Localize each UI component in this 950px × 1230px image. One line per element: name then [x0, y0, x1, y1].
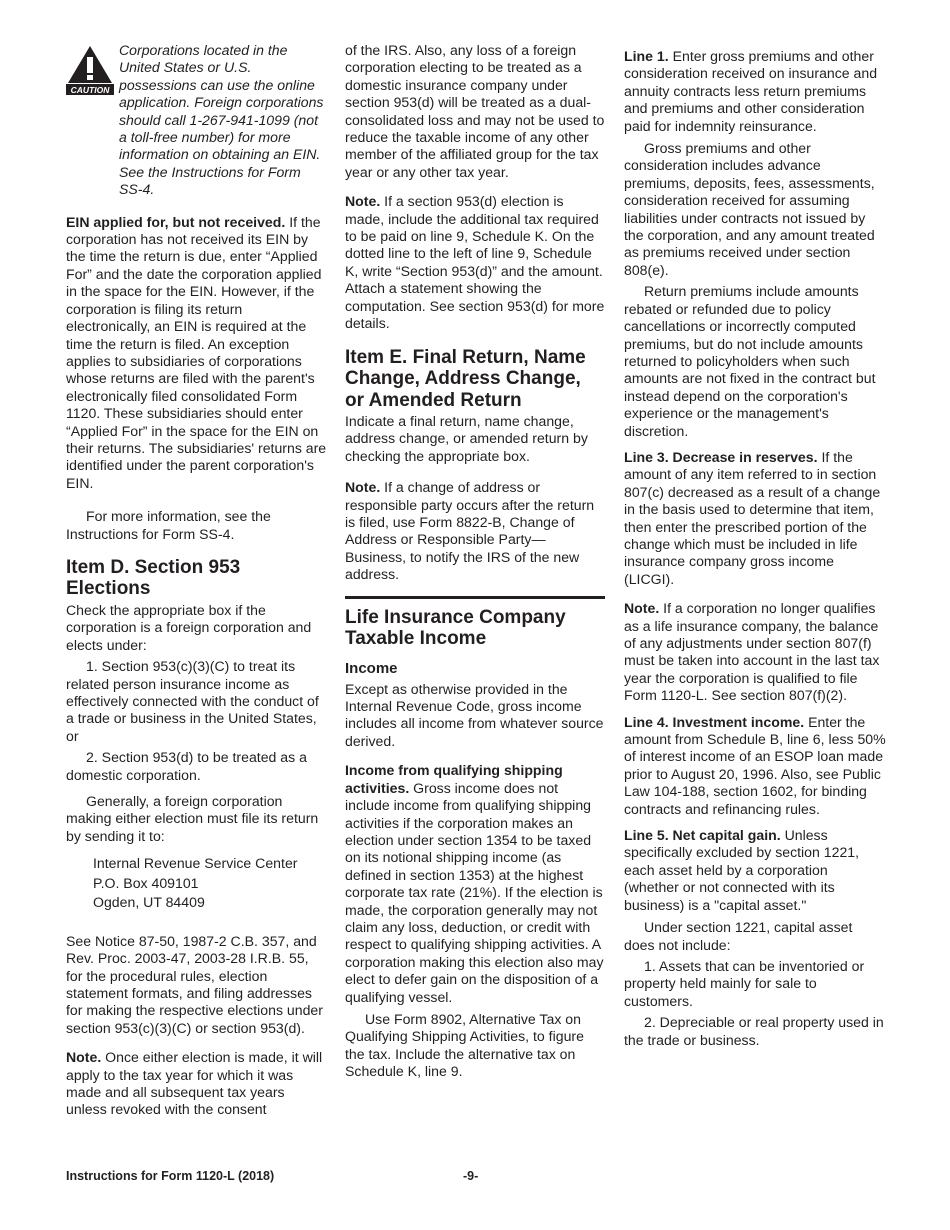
- line5-label: Line 5. Net capital gain.: [624, 827, 781, 844]
- item-e-title: Item E. Final Return, Name Change, Address Change, or Amended Return: [345, 346, 586, 411]
- income-text: Except as otherwise provided in the Internal Revenue Code, gross income includes all income from whatever source derived.: [345, 680, 604, 749]
- generally-text: Generally, a foreign corporation making either election must file its return by sending it to:: [66, 793, 319, 844]
- line4-paragraph: [624, 714, 886, 818]
- capital-item-2: 2. Depreciable or real property used in the trade or business.: [624, 1014, 884, 1048]
- note-953d: [345, 193, 605, 332]
- caution-text: Corporations located in the United States or U.S. possessions can use the online application. Foreign corporations should call 1-267-941-1099 (not a toll-free number) for more information on obtaining an EIN. See the Instructions for Form SS-4.: [119, 42, 324, 198]
- note-807f: [624, 600, 886, 704]
- line5-paragraph: [624, 827, 886, 914]
- line1-text: Enter gross premiums and other consideration received on insurance and annuity contracts less return premiums and premiums and other consideration paid for indemnity reinsurance.: [624, 48, 878, 134]
- note-label: Note.: [66, 1049, 102, 1066]
- more-info: For more information, see the Instructions for Form SS-4.: [66, 508, 271, 542]
- column-2: [345, 42, 605, 1090]
- footer-title: Instructions for Form 1120-L (2018): [66, 1169, 275, 1183]
- line5-text: Unless specifically excluded by section 1221, each asset held by a corporation (whether or not connected with its business) is a "capital asset.": [624, 827, 860, 913]
- page-number: -9-: [463, 1169, 479, 1183]
- note-address-change: [345, 479, 605, 583]
- see-notice: See Notice 87-50, 1987-2 C.B. 357, and Rev. Proc. 2003-47, 2003-28 I.R.B. 55, for the procedural rules, election statement formats, and filing addresses for making the respective elections under section 953(c)(3)(C) or section 953(d).: [66, 932, 323, 1036]
- caution-note: [66, 42, 328, 199]
- section-title: Life Insurance Company Taxable Income: [345, 606, 566, 650]
- under-1221: Under section 1221, capital asset does not include:: [624, 919, 853, 953]
- note-address-label: Note.: [345, 479, 381, 496]
- continued-text: of the IRS. Also, any loss of a foreign corporation electing to be treated as a domestic insurance company under section 953(d) will be treated as a dual-consolidated loss and may not be used to reduce the taxable income of any other member of the affiliated group for the tax year or any other tax year.: [345, 42, 605, 180]
- ein-text: If the corporation has not received its EIN by the time the return is due, enter “Applied For” and the date the corporation applied in the space for the EIN. However, if the corporation is filing its return electronically, an EIN is required at the time the return is filed. An exception applies to subsidiaries of corporations whose returns are filed with the parent's electronically filed consolidated Form 1120. These subsidiaries should enter “Applied For” in the space for the EIN on their returns. The subsidiaries' returns are identified under the parent corporation's EIN.: [66, 213, 327, 491]
- line4-label: Line 4. Investment income.: [624, 713, 805, 730]
- ein-paragraph: [66, 214, 328, 493]
- form8902-text: Use Form 8902, Alternative Tax on Qualifying Shipping Activities, to figure the tax. Include the alternative tax on Schedule K, line 9.: [345, 1010, 584, 1080]
- item-d-title: Item D. Section 953 Elections: [66, 556, 241, 600]
- note-election: [66, 1049, 328, 1119]
- address-line-3: Ogden, UT 84409: [93, 894, 205, 911]
- note-807f-label: Note.: [624, 600, 660, 617]
- line4-text: Enter the amount from Schedule B, line 6, less 50% of interest income of an ESOP loan made prior to August 20, 1996. Also, see Public Law 104-188, section 1602, for binding contracts and refinancing rules.: [624, 713, 886, 817]
- address-line-2: P.O. Box 409101: [93, 874, 199, 891]
- note-text: Once either election is made, it will apply to the tax year for which it was made and all subsequent tax years unless revoked with the consent: [66, 1049, 323, 1118]
- ein-heading: EIN applied for, but not received.: [66, 213, 286, 230]
- item-e-text: Indicate a final return, name change, address change, or amended return by checking the appropriate box.: [345, 413, 588, 464]
- gross-premiums: Gross premiums and other consideration includes advance premiums, deposits, fees, assessments, consideration received for assuming liabilities under contracts not issued by the corporation, and any amount treated as premiums received under section 808(e).: [624, 140, 875, 278]
- note-807f-text: If a corporation no longer qualifies as a life insurance company, the balance of any adjustments under section 807(f) must be taken into account in the last tax year the corporation is qualified to file Form 1120-L. See section 807(f)(2).: [624, 600, 880, 704]
- section-divider: [345, 596, 605, 599]
- item-d-intro: Check the appropriate box if the corporation is a foreign corporation and elects under:: [66, 601, 312, 653]
- column-3: [624, 48, 886, 1053]
- shipping-text: Gross income does not include income from qualifying shipping activities if the corporation makes an election under section 1354 to be taxed on its notional shipping income (as defined in section 1353) at the highest corporate tax rate (21%). If the election is made, the corporation generally may not claim any loss, deduction, or credit with respect to qualifying shipping activities. A corporation making this election also may elect to defer gain on the disposition of a qualifying vessel.: [345, 779, 604, 1005]
- income-heading: Income: [345, 659, 398, 677]
- caution-icon-label: CAUTION: [70, 85, 110, 95]
- line3-paragraph: [624, 449, 886, 588]
- line3-text: If the amount of any item referred to in section 807(c) decreased as a result of a change in the basis used to determine that item, then enter the prescribed portion of the change which must be included in life insurance company gross income (LICGI).: [624, 448, 881, 587]
- caution-icon: [66, 45, 114, 95]
- return-premiums: Return premiums include amounts rebated or refunded due to policy cancellations or incorrectly computed premiums, but do not include amounts returned to policyholders when such amounts are not fixed in the contract but instead depend on the corporation's experience or the management's discretion.: [624, 283, 876, 439]
- note-953d-text: If a section 953(d) election is made, include the additional tax required to be paid on line 9, Schedule K. On the dotted line to the left of line 9, Schedule K, write “Section 953(d)” and the amount. Attach a statement showing the computation. See section 953(d) for more details.: [345, 193, 605, 332]
- line1-label: Line 1.: [624, 48, 669, 64]
- mailing-address: [66, 854, 328, 913]
- note-address-text: If a change of address or responsible party occurs after the return is filed, use Form 8822-B, Change of Address or Responsible Party—Business, to notify the IRS of the new address.: [345, 479, 595, 583]
- shipping-paragraph: [345, 762, 605, 1006]
- capital-item-1: 1. Assets that can be inventoried or property held mainly for sale to customers.: [624, 957, 865, 1009]
- line3-label: Line 3. Decrease in reserves.: [624, 448, 818, 465]
- column-1: [66, 42, 328, 1128]
- note-953d-label: Note.: [345, 193, 381, 210]
- item-d-2: 2. Section 953(d) to be treated as a domestic corporation.: [66, 749, 307, 783]
- line1-paragraph: [624, 48, 886, 135]
- address-line-1: Internal Revenue Service Center: [93, 855, 298, 872]
- item-d-1: 1. Section 953(c)(3)(C) to treat its related person insurance income as effectively connected with the conduct of a trade or business in the United States, or: [66, 658, 319, 744]
- shipping-label: Income from qualifying shipping activities.: [345, 762, 563, 796]
